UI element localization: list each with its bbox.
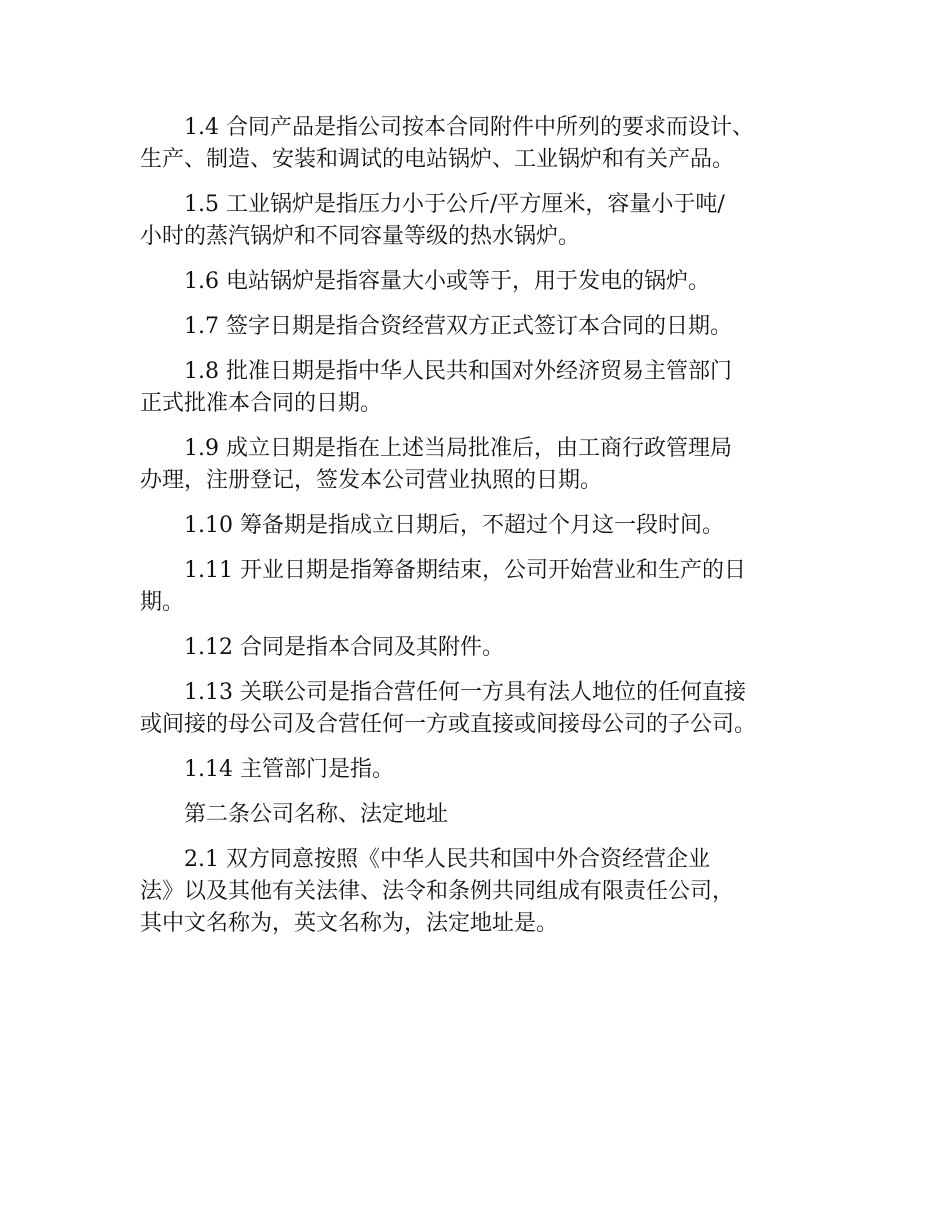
paragraph-1-10 bbox=[140, 510, 840, 542]
paragraph-line: 1.8 批准日期是指中华人民共和国对外经济贸易主管部门 bbox=[184, 359, 732, 384]
paragraph-1-5 bbox=[140, 189, 840, 253]
paragraph-line: 或间接的母公司及合营任何一方或直接或间接母公司的子公司。 bbox=[140, 712, 757, 737]
paragraph-line: 1.13 关联公司是指合营任何一方具有法人地位的任何直接 bbox=[184, 680, 746, 705]
paragraph-line: 1.4 合同产品是指公司按本合同附件中所列的要求而设计、 bbox=[184, 115, 754, 140]
paragraph-line: 1.9 成立日期是指在上述当局批准后，由工商行政管理局 bbox=[184, 436, 732, 461]
paragraph-line: 1.12 合同是指本合同及其附件。 bbox=[184, 635, 504, 660]
paragraph-line: 正式批准本合同的日期。 bbox=[140, 391, 383, 416]
paragraph-1-13 bbox=[140, 677, 840, 741]
paragraph-1-9 bbox=[140, 433, 840, 497]
paragraph-line: 小时的蒸汽锅炉和不同容量等级的热水锅炉。 bbox=[140, 224, 581, 249]
section-heading-text: 第二条公司名称、法定地址 bbox=[184, 802, 449, 827]
section-heading-article-2 bbox=[140, 799, 840, 831]
paragraph-1-14 bbox=[140, 754, 840, 786]
paragraph-1-7 bbox=[140, 311, 840, 343]
paragraph-line: 办理，注册登记，签发本公司营业执照的日期。 bbox=[140, 468, 603, 493]
paragraph-1-6 bbox=[140, 266, 840, 298]
paragraph-line: 1.11 开业日期是指筹备期结束，公司开始营业和生产的日 bbox=[184, 558, 746, 583]
paragraph-2-1 bbox=[140, 844, 840, 940]
paragraph-1-8 bbox=[140, 356, 840, 420]
paragraph-line: 2.1 双方同意按照《中华人民共和国中外合资经营企业 bbox=[184, 847, 710, 872]
paragraph-line: 1.5 工业锅炉是指压力小于公斤/平方厘米，容量小于吨/ bbox=[184, 192, 725, 217]
paragraph-1-11 bbox=[140, 555, 840, 619]
paragraph-line: 法》以及其他有关法律、法令和条例共同组成有限责任公司， bbox=[140, 879, 735, 904]
paragraph-line: 其中文名称为，英文名称为，法定地址是。 bbox=[140, 911, 559, 936]
paragraph-line: 1.6 电站锅炉是指容量大小或等于，用于发电的锅炉。 bbox=[184, 269, 710, 294]
document-body bbox=[140, 112, 840, 953]
paragraph-line: 1.7 签字日期是指合资经营双方正式签订本合同的日期。 bbox=[184, 314, 732, 339]
paragraph-line: 1.14 主管部门是指。 bbox=[184, 757, 394, 782]
paragraph-line: 生产、制造、安装和调试的电站锅炉、工业锅炉和有关产品。 bbox=[140, 147, 735, 172]
paragraph-1-12 bbox=[140, 632, 840, 664]
paragraph-line: 1.10 筹备期是指成立日期后，不超过个月这一段时间。 bbox=[184, 513, 724, 538]
paragraph-line: 期。 bbox=[140, 590, 185, 615]
paragraph-1-4 bbox=[140, 112, 840, 176]
